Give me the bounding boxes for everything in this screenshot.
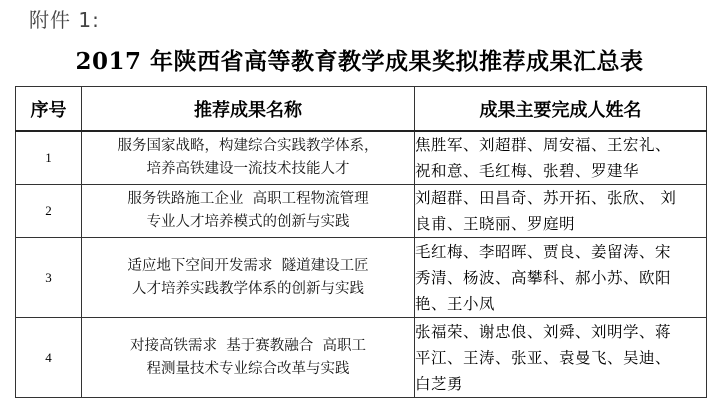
name-line: 对接高铁需求 基于赛教融合 高职工 bbox=[130, 337, 366, 354]
row-serial-number: 4 bbox=[16, 318, 82, 398]
row-contributors bbox=[415, 131, 707, 185]
contributors-line: 刘超群、田昌奇、苏开拓、张欣、 刘 bbox=[415, 189, 677, 207]
name-line: 专业人才培养模式的创新与实践 bbox=[146, 214, 350, 230]
contributors-line: 平江、王涛、张亚、袁曼飞、吴迪、 bbox=[415, 348, 672, 367]
name-line: 服务铁路施工企业 高职工程物流管理 bbox=[127, 191, 369, 207]
row-contributors bbox=[415, 238, 707, 318]
row-achievement-name bbox=[82, 318, 415, 398]
header-serial-number: 序号 bbox=[16, 87, 82, 132]
header-achievement-name: 推荐成果名称 bbox=[82, 87, 415, 132]
table-row bbox=[16, 318, 707, 398]
contributors-line: 张福荣、谢忠俍、刘舜、刘明学、蒋 bbox=[415, 322, 672, 341]
contributors-line: 秀清、杨波、高攀科、郝小苏、欧阳 bbox=[415, 268, 672, 287]
row-achievement-name bbox=[82, 238, 415, 318]
contributors-line: 艳、王小凤 bbox=[415, 294, 496, 313]
name-line: 适应地下空间开发需求 隧道建设工匠 bbox=[127, 257, 369, 274]
document-title: 2017 年陕西省高等教育教学成果奖拟推荐成果汇总表 bbox=[75, 48, 644, 75]
table-row bbox=[16, 185, 707, 238]
row-contributors bbox=[415, 318, 707, 398]
row-serial-number: 1 bbox=[16, 131, 82, 185]
contributors-line: 良甫、王晓丽、罗庭明 bbox=[415, 215, 576, 233]
summary-table bbox=[15, 86, 707, 398]
name-line: 人才培养实践教学体系的创新与实践 bbox=[132, 280, 364, 297]
row-serial-number: 2 bbox=[16, 185, 82, 238]
contributors-line: 祝和意、毛红梅、张碧、罗建华 bbox=[415, 162, 640, 180]
header-main-contributors: 成果主要完成人姓名 bbox=[415, 87, 707, 132]
row-achievement-name bbox=[82, 131, 415, 185]
table-row bbox=[16, 238, 707, 318]
table-header-row bbox=[16, 87, 707, 132]
name-line: 培养高铁建设一流技术技能人才 bbox=[146, 161, 350, 177]
name-line: 程测量技术专业综合改革与实践 bbox=[146, 360, 350, 377]
contributors-line: 焦胜军、刘超群、周安福、王宏礼、 bbox=[415, 136, 672, 154]
table-row bbox=[16, 131, 707, 185]
attachment-label: 附件 1: bbox=[29, 8, 100, 32]
row-serial-number: 3 bbox=[16, 238, 82, 318]
row-achievement-name bbox=[82, 185, 415, 238]
name-line: 服务国家战略，构建综合实践教学体系， bbox=[117, 138, 379, 154]
contributors-line: 白芝勇 bbox=[415, 374, 464, 393]
contributors-line: 毛红梅、李昭晖、贾良、姜留涛、宋 bbox=[415, 242, 672, 261]
row-contributors bbox=[415, 185, 707, 238]
